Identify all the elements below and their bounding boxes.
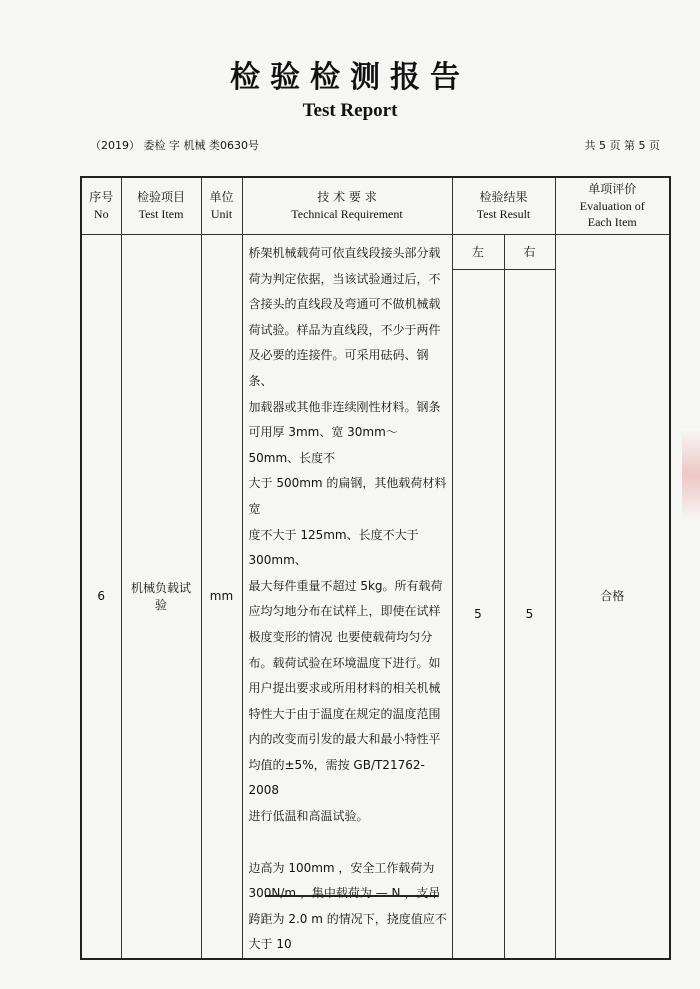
result-left-value: 5 bbox=[452, 270, 504, 960]
row-evaluation: 合格 bbox=[555, 235, 670, 960]
result-left-header: 左 bbox=[452, 235, 504, 270]
result-right-value: 5 bbox=[504, 270, 555, 960]
header-no: 序号 No bbox=[81, 177, 121, 235]
row-technical-requirement: 桥架机械载荷可依直线段接头部分载 荷为判定依据，当该试验通过后，不 含接头的直线段及弯通可不做机械载 荷试验。样品为直线段，不少于两件 及必要的连接件。可采用砝码、钢条、 加载器或其他非连续刚性材料。钢条 可用厚 3mm、宽 30mm～50mm、长度不 大于 500mm 的扁钢，其他载荷材料宽 度不大于 125mm、长度不大于 300mm、 最大每件重量不超过 5kg。所有载荷 应均匀地分布在试样上，即使在试样 极度变形的情况 也要使载荷均匀分 布。载荷试验在环境温度下进行。如 用户提出要求或所用材料的相关机械 特性大于由于温度在规定的温度范围 内的改变而引发的最大和最小特性平 均值的±5%，需按 GB/T21762-2008 进行低温和高温试验。 边高为 100mm ，安全工作载荷为 300N/m ，集中载荷为 — N ，支吊 跨距为 2.0 m 的情况下，挠度值应不 大于 10 bbox=[242, 235, 452, 960]
header-evaluation: 单项评价 Evaluation of Each Item bbox=[555, 177, 670, 235]
seal-stamp-edge bbox=[682, 430, 700, 520]
row-unit: mm bbox=[201, 235, 242, 960]
header-test-result: 检验结果 Test Result bbox=[452, 177, 555, 235]
header-technical-requirement: 技 术 要 求 Technical Requirement bbox=[242, 177, 452, 235]
page-info: 共 5 页 第 5 页 bbox=[584, 139, 660, 152]
report-number: （2019） 委检 字 机械 类0630号 bbox=[90, 139, 259, 152]
header-test-item: 检验项目 Test Item bbox=[121, 177, 201, 235]
row-test-item: 机械负载试 验 bbox=[121, 235, 201, 960]
title-english: Test Report bbox=[302, 100, 398, 121]
end-line bbox=[265, 895, 438, 897]
table-row bbox=[81, 235, 670, 270]
header-unit: 单位 Unit bbox=[201, 177, 242, 235]
report-table bbox=[80, 176, 671, 960]
title-chinese: 检验检测报告 bbox=[230, 60, 470, 95]
result-right-header: 右 bbox=[504, 235, 555, 270]
table-header-row bbox=[81, 177, 670, 235]
row-no: 6 bbox=[81, 235, 121, 960]
